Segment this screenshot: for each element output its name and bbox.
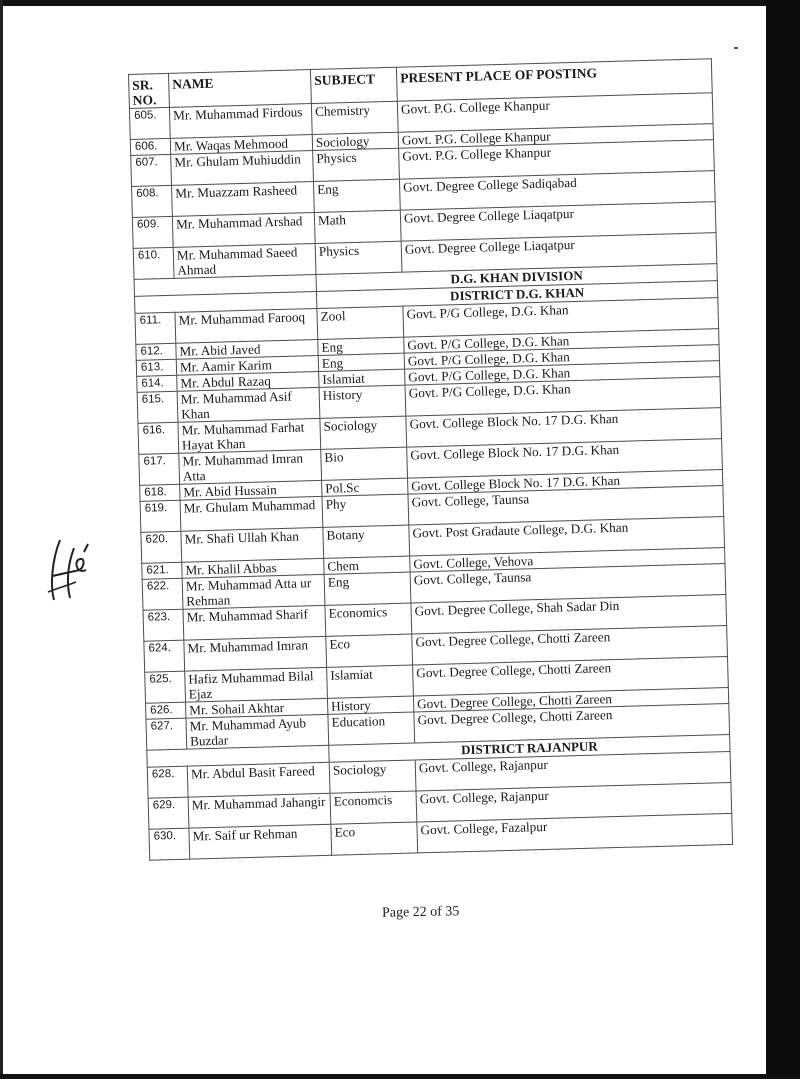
name-cell: Mr. Muhammad Saeed Ahmad — [173, 243, 316, 278]
sr-cell: 621. — [142, 562, 182, 579]
sr-cell: 617. — [139, 453, 180, 485]
posting-cell: Govt. P/G College, D.G. Khan — [403, 298, 719, 338]
subject-cell: Eng — [324, 572, 411, 605]
section-heading: DISTRICT RAJANPUR — [329, 734, 730, 762]
posting-cell: Govt. Post Gradaute College, D.G. Khan — [409, 517, 725, 557]
sr-cell: 607. — [131, 154, 172, 186]
sr-cell: 606. — [130, 138, 170, 155]
sr-cell: 620. — [141, 531, 182, 563]
sr-cell: 622. — [142, 578, 183, 610]
name-cell: Mr. Abid Hussain — [180, 480, 322, 500]
subject-cell: History — [327, 696, 413, 714]
scan-border-top — [0, 0, 800, 6]
subject-cell: Sociology — [329, 760, 416, 793]
sr-cell: 613. — [136, 359, 176, 376]
name-cell: Mr. Muhammad Sharif — [183, 605, 326, 640]
subject-cell: Physics — [315, 241, 402, 274]
name-cell: Mr. Abdul Basit Fareed — [187, 762, 330, 797]
posting-cell: Govt. Degree College Liaqatpur — [400, 202, 716, 242]
sr-cell: 618. — [140, 484, 180, 501]
document-table-wrapper — [128, 58, 733, 861]
posting-cell: Govt. College, Taunsa — [410, 564, 726, 604]
scan-border-bottom — [0, 1074, 800, 1079]
sr-cell: 605. — [129, 107, 170, 139]
scan-border-left — [0, 0, 3, 1079]
subject-cell: History — [319, 385, 406, 418]
sr-cell: 611. — [135, 312, 176, 344]
posting-cell: Govt. College Block No. 17 D.G. Khan — [407, 439, 723, 479]
sr-cell: 608. — [132, 185, 173, 217]
subject-cell: Physics — [313, 148, 400, 181]
posting-cell: Govt. College, Fazalpur — [417, 813, 733, 853]
name-cell: Mr. Muhammad Arshad — [172, 213, 315, 248]
name-cell: Mr. Abid Javed — [176, 339, 318, 359]
posting-cell: Govt. Degree College, Chotti Zareen — [413, 656, 729, 696]
header-posting: PRESENT PLACE OF POSTING — [396, 59, 712, 102]
header-sr-no: SR. NO. — [129, 73, 170, 108]
subject-cell: Eng — [318, 337, 404, 355]
sr-cell: 624. — [144, 640, 185, 672]
posting-cell: Govt. Degree College, Chotti Zareen — [413, 687, 728, 712]
sr-cell: 612. — [136, 343, 176, 360]
posting-cell: Govt. College Block No. 17 D.G. Khan — [408, 470, 723, 495]
subject-cell: Eco — [331, 822, 418, 855]
sr-cell: 616. — [138, 422, 179, 454]
subject-cell: Eng — [313, 179, 400, 212]
posting-cell: Govt. Degree College Liaqatpur — [401, 233, 717, 273]
sr-cell: 615. — [137, 391, 178, 423]
posting-table — [128, 58, 733, 861]
name-cell: Mr. Saif ur Rehman — [189, 824, 332, 859]
sr-cell: 629. — [148, 797, 189, 829]
handwritten-initials — [40, 530, 95, 605]
subject-cell: Islamiat — [327, 665, 414, 698]
sr-cell: 630. — [149, 828, 190, 860]
posting-cell: Govt. Degree College, Chotti Zareen — [414, 703, 730, 743]
header-name: NAME — [168, 70, 311, 108]
name-cell: Mr. Ghulam Muhiuddin — [171, 151, 314, 186]
name-cell: Mr. Muazzam Rasheed — [172, 182, 315, 217]
posting-cell: Govt. College, Taunsa — [408, 486, 724, 526]
posting-cell: Govt. P.G. College Khanpur — [398, 124, 713, 149]
posting-cell: Govt. P/G College, D.G. Khan — [405, 361, 720, 386]
name-cell: Mr. Muhammad Farooq — [175, 308, 318, 343]
subject-cell: Eco — [326, 634, 413, 667]
subject-cell: Math — [314, 210, 401, 243]
subject-cell: Phy — [322, 494, 409, 527]
posting-cell: Govt. Degree College Sadiqabad — [399, 171, 715, 211]
sr-cell: 610. — [133, 247, 174, 279]
name-cell: Hafiz Muhammad Bilal Ejaz — [185, 667, 328, 702]
posting-cell: Govt. Degree College, Chotti Zareen — [412, 626, 728, 666]
subject-cell: Chem — [324, 556, 410, 574]
posting-cell: Govt. P.G. College Khanpur — [399, 140, 715, 180]
sr-cell: 609. — [132, 216, 173, 248]
scan-border-right — [766, 0, 800, 1079]
name-cell: Mr. Khalil Abbas — [182, 558, 324, 578]
sr-cell: 628. — [147, 766, 188, 798]
sr-cell: 614. — [137, 375, 177, 392]
section-heading: D.G. KHAN DIVISION — [316, 264, 717, 292]
scan-speck — [734, 47, 738, 49]
subject-cell: Education — [328, 712, 415, 745]
name-cell: Mr. Muhammad Farhat Hayat Khan — [178, 418, 321, 453]
table-body — [129, 93, 732, 860]
posting-cell: Govt. College, Rajanpur — [415, 751, 731, 791]
name-cell: Mr. Abdul Razaq — [177, 371, 319, 391]
name-cell: Mr. Shafi Ullah Khan — [181, 527, 324, 562]
posting-cell: Govt. P.G. College Khanpur — [397, 93, 713, 133]
name-cell: Mr. Muhammad Firdous — [169, 104, 312, 139]
sr-cell: 623. — [143, 609, 184, 641]
name-cell: Mr. Muhammad Asif Khan — [177, 387, 320, 422]
name-cell: Mr. Muhammad Ayub Buzdar — [186, 714, 329, 749]
posting-cell: Govt. College, Rajanpur — [416, 782, 732, 822]
name-cell: Mr. Muhammad Atta ur Rehman — [182, 574, 325, 609]
subject-cell: Pol.Sc — [322, 478, 408, 496]
name-cell: Mr. Waqas Mehmood — [170, 135, 312, 155]
posting-cell: Govt. P/G College, D.G. Khan — [404, 345, 719, 370]
section-heading: DISTRICT D.G. KHAN — [316, 281, 717, 309]
name-cell: Mr. Muhammad Jahangir — [188, 793, 331, 828]
page-number: Page 22 of 35 — [381, 904, 460, 921]
name-cell: Mr. Ghulam Muhammad — [180, 496, 323, 531]
posting-cell: Govt. P/G College, D.G. Khan — [404, 329, 719, 354]
subject-cell: Botany — [323, 525, 410, 558]
name-cell: Mr. Aamir Karim — [176, 355, 318, 375]
header-subject: SUBJECT — [310, 67, 397, 103]
sr-cell: 625. — [145, 671, 186, 703]
posting-cell: Govt. College, Vehova — [410, 548, 725, 573]
subject-cell: Chemistry — [311, 101, 398, 134]
posting-cell: Govt. College Block No. 17 D.G. Khan — [406, 408, 722, 448]
subject-cell: Eng — [318, 353, 404, 371]
subject-cell: Islamiat — [319, 369, 405, 387]
sr-cell: 626. — [146, 702, 186, 719]
subject-cell: Economics — [325, 603, 412, 636]
name-cell: Mr. Sohail Akhtar — [186, 698, 328, 718]
posting-cell: Govt. P/G College, D.G. Khan — [405, 377, 721, 417]
subject-cell: Economcis — [330, 791, 417, 824]
name-cell: Mr. Muhammad Imran — [184, 636, 327, 671]
name-cell: Mr. Muhammad Imran Atta — [179, 449, 322, 484]
subject-cell: Sociology — [320, 416, 407, 449]
subject-cell: Zool — [317, 306, 404, 339]
sr-cell: 627. — [146, 718, 187, 750]
posting-cell: Govt. Degree College, Shah Sadar Din — [411, 595, 727, 635]
subject-cell: Sociology — [312, 132, 398, 150]
subject-cell: Bio — [321, 447, 408, 480]
sr-cell: 619. — [140, 500, 181, 532]
